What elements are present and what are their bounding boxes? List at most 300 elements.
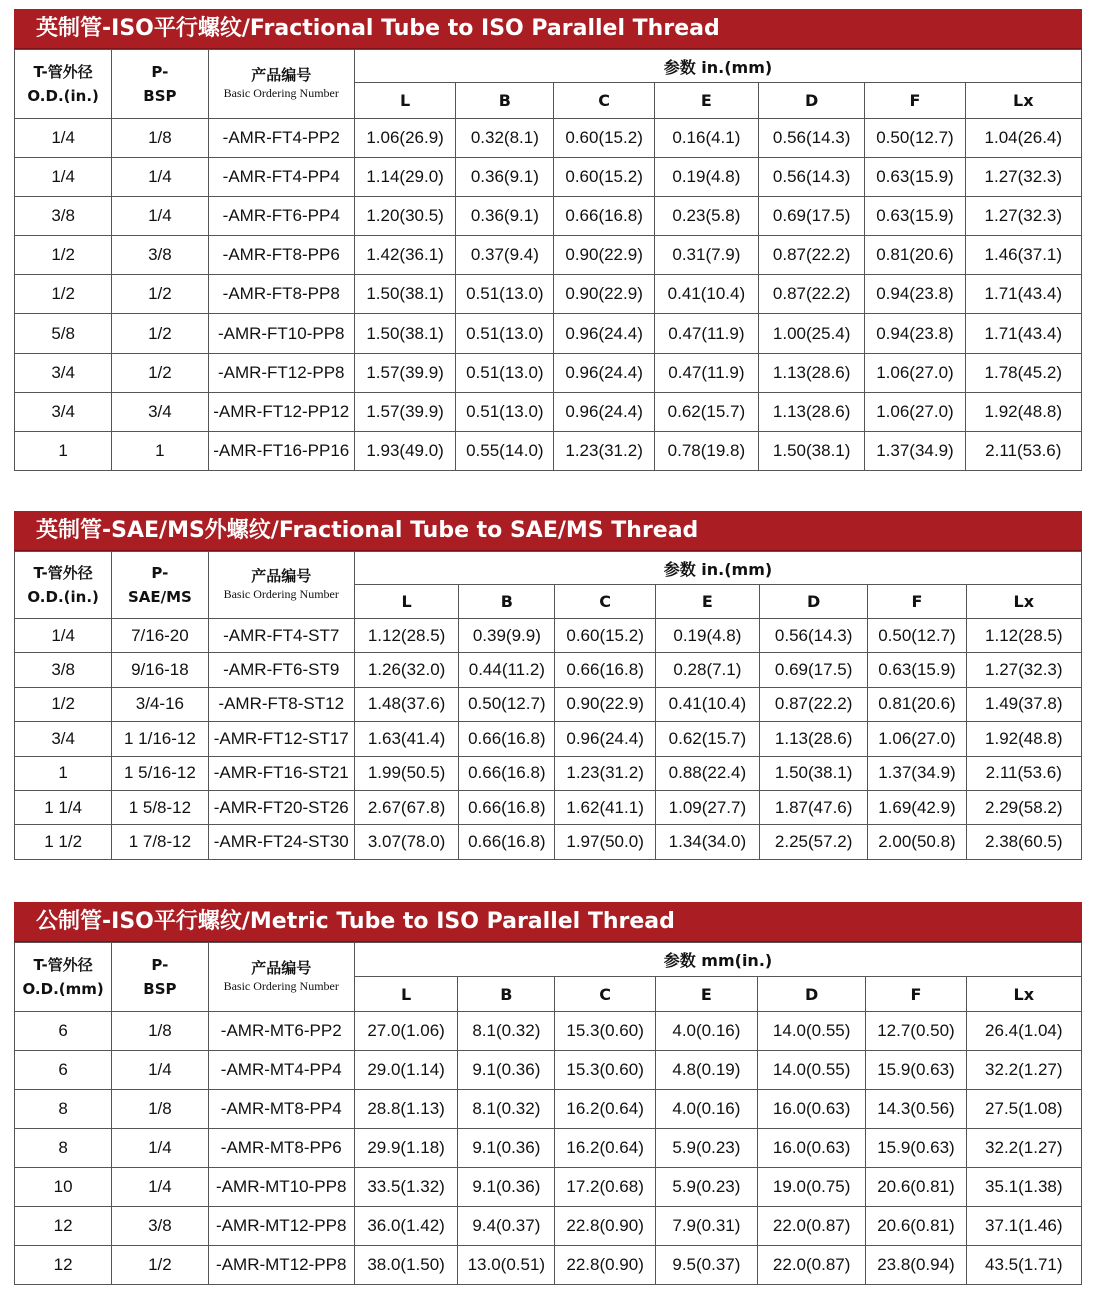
- table-cell: 1 5/8-12: [112, 790, 208, 824]
- column-header-b: B: [459, 585, 555, 619]
- table-cell: 14.0(0.55): [758, 1051, 866, 1090]
- table-cell: 2.11(53.6): [965, 431, 1081, 470]
- table-cell: 0.50(12.7): [459, 687, 555, 721]
- table-cell: 0.78(19.8): [654, 431, 758, 470]
- table-cell: 2.00(50.8): [868, 825, 966, 859]
- table-cell: 0.90(22.9): [554, 275, 654, 314]
- table-cell: 1.27(32.3): [965, 158, 1081, 197]
- table-cell: 22.0(0.87): [758, 1246, 866, 1285]
- table-cell: 1.27(32.3): [965, 197, 1081, 236]
- table-cell: 0.62(15.7): [654, 392, 758, 431]
- column-header-b: B: [456, 83, 554, 119]
- spec-table: [14, 942, 1082, 1285]
- table-cell: 0.81(20.6): [868, 687, 966, 721]
- table-row: [15, 1246, 1082, 1285]
- table-cell: 0.94(23.8): [865, 275, 965, 314]
- tube-od-header-unit: O.D.(mm): [22, 980, 104, 998]
- table-cell: 3/8: [112, 236, 208, 275]
- table-cell: 1.34(34.0): [655, 825, 759, 859]
- table-cell: 1: [112, 431, 208, 470]
- port-thread-header-prefix: P-: [151, 63, 169, 81]
- tube-od-header-cn: T-管外径: [33, 564, 93, 582]
- column-header-c: C: [555, 977, 655, 1012]
- table-title: 英制管-ISO平行螺纹/Fractional Tube to ISO Parallel Thread: [14, 9, 1082, 49]
- table-cell: 1/2: [112, 314, 208, 353]
- table-cell: 1.20(30.5): [354, 197, 455, 236]
- table-cell: -AMR-FT12-ST17: [208, 722, 354, 756]
- table-cell: 3/8: [15, 653, 112, 687]
- table-cell: 1.27(32.3): [966, 653, 1081, 687]
- table-cell: 0.69(17.5): [760, 653, 868, 687]
- table-cell: 0.23(5.8): [654, 197, 758, 236]
- table-cell: 1.71(43.4): [965, 314, 1081, 353]
- table-cell: 10: [15, 1168, 112, 1207]
- table-cell: 1.57(39.9): [354, 392, 455, 431]
- table-cell: 0.36(9.1): [456, 197, 554, 236]
- table-cell: 0.44(11.2): [459, 653, 555, 687]
- table-cell: 0.47(11.9): [654, 314, 758, 353]
- table-row: [15, 197, 1082, 236]
- table-cell: 1.92(48.8): [966, 722, 1081, 756]
- table-cell: 0.90(22.9): [555, 687, 655, 721]
- table-cell: -AMR-FT16-ST21: [208, 756, 354, 790]
- table-row: [15, 119, 1082, 158]
- table-cell: 1 1/2: [15, 825, 112, 859]
- table-cell: 1/4: [112, 1051, 208, 1090]
- table-cell: 0.37(9.4): [456, 236, 554, 275]
- table-cell: 22.8(0.90): [555, 1246, 655, 1285]
- column-header-d: D: [760, 585, 868, 619]
- tube-od-header-cn: T-管外径: [33, 63, 93, 81]
- table-cell: 0.56(14.3): [759, 119, 865, 158]
- table-cell: 1/4: [15, 158, 112, 197]
- ordering-number-header: [208, 943, 354, 1012]
- table-cell: -AMR-MT12-PP8: [208, 1207, 354, 1246]
- table-row: [15, 275, 1082, 314]
- table-cell: 1/2: [112, 353, 208, 392]
- table-cell: 2.38(60.5): [966, 825, 1081, 859]
- table-cell: 17.2(0.68): [555, 1168, 655, 1207]
- port-thread-header-type: BSP: [143, 980, 177, 998]
- table-cell: 5.9(0.23): [655, 1129, 757, 1168]
- table-cell: 8: [15, 1129, 112, 1168]
- table-cell: 2.11(53.6): [966, 756, 1081, 790]
- port-thread-header-type: BSP: [143, 87, 177, 105]
- column-header-c: C: [554, 83, 654, 119]
- table-cell: 0.41(10.4): [654, 275, 758, 314]
- table-cell: 1 1/4: [15, 790, 112, 824]
- table-cell: 0.60(15.2): [554, 158, 654, 197]
- table-cell: 29.9(1.18): [354, 1129, 457, 1168]
- table-section-fractional-sae: [14, 511, 1082, 860]
- table-cell: 0.66(16.8): [459, 825, 555, 859]
- table-cell: 19.0(0.75): [758, 1168, 866, 1207]
- table-cell: 2.25(57.2): [760, 825, 868, 859]
- table-cell: 3/8: [15, 197, 112, 236]
- table-row: [15, 431, 1082, 470]
- tube-od-header-unit: O.D.(in.): [27, 588, 99, 606]
- table-cell: -AMR-FT4-ST7: [208, 619, 354, 653]
- parameters-header: 参数 in.(mm): [354, 50, 1081, 83]
- table-cell: 1.13(28.6): [760, 722, 868, 756]
- table-cell: 26.4(1.04): [966, 1012, 1081, 1051]
- table-row: [15, 236, 1082, 275]
- table-cell: -AMR-MT10-PP8: [208, 1168, 354, 1207]
- table-cell: -AMR-FT12-PP12: [208, 392, 354, 431]
- table-cell: -AMR-FT16-PP16: [208, 431, 354, 470]
- table-section-fractional-iso: [14, 9, 1082, 471]
- table-cell: 0.96(24.4): [554, 392, 654, 431]
- ordering-number-header: [208, 50, 354, 119]
- table-cell: 20.6(0.81): [866, 1207, 966, 1246]
- table-cell: 1.12(28.5): [354, 619, 458, 653]
- table-cell: 1.87(47.6): [760, 790, 868, 824]
- ordering-number-header-cn: 产品编号: [251, 567, 312, 585]
- table-cell: 1/2: [15, 236, 112, 275]
- table-cell: 0.87(22.2): [760, 687, 868, 721]
- table-row: [15, 1168, 1082, 1207]
- table-cell: 0.69(17.5): [759, 197, 865, 236]
- table-row: [15, 619, 1082, 653]
- table-cell: 1.09(27.7): [655, 790, 759, 824]
- table-cell: 16.0(0.63): [758, 1090, 866, 1129]
- table-cell: 1.26(32.0): [354, 653, 458, 687]
- table-cell: 37.1(1.46): [966, 1207, 1081, 1246]
- table-cell: 0.90(22.9): [554, 236, 654, 275]
- port-thread-header: [112, 552, 208, 619]
- table-cell: 1.04(26.4): [965, 119, 1081, 158]
- table-cell: 0.47(11.9): [654, 353, 758, 392]
- table-cell: 14.0(0.55): [758, 1012, 866, 1051]
- ordering-number-header-cn: 产品编号: [251, 66, 312, 84]
- table-cell: 20.6(0.81): [866, 1168, 966, 1207]
- table-cell: 15.3(0.60): [555, 1012, 655, 1051]
- table-cell: 0.36(9.1): [456, 158, 554, 197]
- column-header-d: D: [758, 977, 866, 1012]
- table-cell: 1.93(49.0): [354, 431, 455, 470]
- table-cell: 8.1(0.32): [458, 1012, 555, 1051]
- table-cell: 2.29(58.2): [966, 790, 1081, 824]
- table-cell: 0.96(24.4): [554, 353, 654, 392]
- table-cell: 0.16(4.1): [654, 119, 758, 158]
- table-cell: 1.78(45.2): [965, 353, 1081, 392]
- table-row: [15, 825, 1082, 859]
- table-cell: 0.63(15.9): [865, 158, 965, 197]
- parameters-header: 参数 mm(in.): [354, 943, 1081, 977]
- tube-od-header: [15, 943, 112, 1012]
- column-header-e: E: [655, 977, 757, 1012]
- table-cell: 43.5(1.71): [966, 1246, 1081, 1285]
- table-row: [15, 790, 1082, 824]
- table-cell: 0.51(13.0): [456, 275, 554, 314]
- table-row: [15, 392, 1082, 431]
- table-cell: -AMR-FT24-ST30: [208, 825, 354, 859]
- header-row: [15, 50, 1082, 83]
- column-header-lx: Lx: [965, 83, 1081, 119]
- table-cell: 9/16-18: [112, 653, 208, 687]
- table-cell: 9.1(0.36): [458, 1129, 555, 1168]
- table-cell: 0.28(7.1): [655, 653, 759, 687]
- header-row: [15, 552, 1082, 585]
- table-cell: -AMR-MT4-PP4: [208, 1051, 354, 1090]
- port-thread-header: [112, 50, 208, 119]
- table-cell: 0.66(16.8): [459, 756, 555, 790]
- ordering-number-header-en: Basic Ordering Number: [223, 587, 339, 601]
- table-cell: 0.87(22.2): [759, 275, 865, 314]
- table-cell: 1/8: [112, 119, 208, 158]
- column-header-f: F: [868, 585, 966, 619]
- column-header-c: C: [555, 585, 655, 619]
- table-cell: -AMR-FT4-PP2: [208, 119, 354, 158]
- table-cell: 14.3(0.56): [866, 1090, 966, 1129]
- table-cell: 0.66(16.8): [459, 722, 555, 756]
- table-cell: 1.06(27.0): [868, 722, 966, 756]
- column-header-e: E: [654, 83, 758, 119]
- table-cell: 1 7/8-12: [112, 825, 208, 859]
- table-row: [15, 1012, 1082, 1051]
- table-row: [15, 1090, 1082, 1129]
- table-cell: 1.57(39.9): [354, 353, 455, 392]
- port-thread-header-type: SAE/MS: [127, 588, 192, 606]
- parameters-header: 参数 in.(mm): [354, 552, 1081, 585]
- port-thread-header-prefix: P-: [151, 956, 169, 974]
- table-cell: 27.5(1.08): [966, 1090, 1081, 1129]
- table-cell: 0.66(16.8): [554, 197, 654, 236]
- table-cell: 7.9(0.31): [655, 1207, 757, 1246]
- table-cell: 0.94(23.8): [865, 314, 965, 353]
- table-cell: 32.2(1.27): [966, 1129, 1081, 1168]
- table-title: 英制管-SAE/MS外螺纹/Fractional Tube to SAE/MS Thread: [14, 511, 1082, 551]
- table-cell: 0.51(13.0): [456, 314, 554, 353]
- table-cell: 0.51(13.0): [456, 353, 554, 392]
- table-cell: 15.3(0.60): [555, 1051, 655, 1090]
- table-cell: 6: [15, 1051, 112, 1090]
- table-cell: 1.37(34.9): [868, 756, 966, 790]
- table-row: [15, 158, 1082, 197]
- table-cell: 5.9(0.23): [655, 1168, 757, 1207]
- table-cell: -AMR-FT6-PP4: [208, 197, 354, 236]
- table-cell: 23.8(0.94): [866, 1246, 966, 1285]
- table-cell: 0.51(13.0): [456, 392, 554, 431]
- table-cell: 13.0(0.51): [458, 1246, 555, 1285]
- table-cell: 22.0(0.87): [758, 1207, 866, 1246]
- table-cell: 1/4: [112, 1168, 208, 1207]
- column-header-f: F: [866, 977, 966, 1012]
- table-cell: 0.88(22.4): [655, 756, 759, 790]
- column-header-d: D: [759, 83, 865, 119]
- table-cell: 12: [15, 1246, 112, 1285]
- table-cell: 5/8: [15, 314, 112, 353]
- table-cell: 36.0(1.42): [354, 1207, 457, 1246]
- table-cell: 1.00(25.4): [759, 314, 865, 353]
- table-cell: 16.2(0.64): [555, 1129, 655, 1168]
- table-cell: 0.60(15.2): [555, 619, 655, 653]
- column-header-lx: Lx: [966, 977, 1081, 1012]
- table-cell: 1.46(37.1): [965, 236, 1081, 275]
- table-cell: 1.50(38.1): [760, 756, 868, 790]
- table-cell: 0.41(10.4): [655, 687, 759, 721]
- table-cell: 0.32(8.1): [456, 119, 554, 158]
- table-cell: 1 1/16-12: [112, 722, 208, 756]
- column-header-f: F: [865, 83, 965, 119]
- table-cell: -AMR-FT10-PP8: [208, 314, 354, 353]
- table-cell: 9.5(0.37): [655, 1246, 757, 1285]
- table-row: [15, 353, 1082, 392]
- column-header-b: B: [458, 977, 555, 1012]
- table-cell: 1/4: [112, 197, 208, 236]
- table-cell: -AMR-FT8-PP8: [208, 275, 354, 314]
- table-cell: 1.13(28.6): [759, 392, 865, 431]
- table-cell: 0.19(4.8): [655, 619, 759, 653]
- table-cell: 0.96(24.4): [554, 314, 654, 353]
- table-cell: 0.87(22.2): [759, 236, 865, 275]
- table-cell: 0.96(24.4): [555, 722, 655, 756]
- table-cell: 0.56(14.3): [759, 158, 865, 197]
- table-cell: 9.1(0.36): [458, 1168, 555, 1207]
- table-cell: 1.23(31.2): [554, 431, 654, 470]
- table-cell: 1.13(28.6): [759, 353, 865, 392]
- table-cell: 1.37(34.9): [865, 431, 965, 470]
- table-cell: 3/4: [15, 392, 112, 431]
- table-cell: 0.56(14.3): [760, 619, 868, 653]
- table-cell: 1/2: [112, 1246, 208, 1285]
- table-cell: 1 5/16-12: [112, 756, 208, 790]
- tube-od-header-cn: T-管外径: [33, 956, 93, 974]
- table-cell: -AMR-MT6-PP2: [208, 1012, 354, 1051]
- table-cell: 3/4: [15, 722, 112, 756]
- table-cell: 1.06(26.9): [354, 119, 455, 158]
- table-cell: -AMR-FT4-PP4: [208, 158, 354, 197]
- table-cell: 9.4(0.37): [458, 1207, 555, 1246]
- table-cell: 12: [15, 1207, 112, 1246]
- tube-od-header: [15, 50, 112, 119]
- table-cell: 1/8: [112, 1012, 208, 1051]
- table-cell: -AMR-FT12-PP8: [208, 353, 354, 392]
- header-row: [15, 943, 1082, 977]
- port-thread-header: [112, 943, 208, 1012]
- table-cell: 2.67(67.8): [354, 790, 458, 824]
- table-cell: 1/4: [112, 1129, 208, 1168]
- table-cell: 4.0(0.16): [655, 1090, 757, 1129]
- table-cell: 1: [15, 431, 112, 470]
- spec-table: [14, 49, 1082, 471]
- column-header-l: L: [354, 585, 458, 619]
- table-cell: 0.19(4.8): [654, 158, 758, 197]
- table-cell: -AMR-MT8-PP4: [208, 1090, 354, 1129]
- table-cell: 3/4: [15, 353, 112, 392]
- table-cell: 0.31(7.9): [654, 236, 758, 275]
- tube-od-header: [15, 552, 112, 619]
- table-row: [15, 1129, 1082, 1168]
- table-cell: 8.1(0.32): [458, 1090, 555, 1129]
- ordering-number-header: [208, 552, 354, 619]
- table-cell: 0.66(16.8): [459, 790, 555, 824]
- table-cell: 0.60(15.2): [554, 119, 654, 158]
- port-thread-header-prefix: P-: [151, 564, 169, 582]
- table-cell: 38.0(1.50): [354, 1246, 457, 1285]
- table-cell: 12.7(0.50): [866, 1012, 966, 1051]
- column-header-l: L: [354, 977, 457, 1012]
- table-cell: 1.63(41.4): [354, 722, 458, 756]
- table-cell: 29.0(1.14): [354, 1051, 457, 1090]
- table-cell: 0.62(15.7): [655, 722, 759, 756]
- table-cell: 1.12(28.5): [966, 619, 1081, 653]
- table-cell: 1.42(36.1): [354, 236, 455, 275]
- table-cell: 15.9(0.63): [866, 1129, 966, 1168]
- table-cell: 15.9(0.63): [866, 1051, 966, 1090]
- table-cell: 16.0(0.63): [758, 1129, 866, 1168]
- spec-table: [14, 551, 1082, 860]
- table-row: [15, 687, 1082, 721]
- table-cell: 0.55(14.0): [456, 431, 554, 470]
- table-cell: 35.1(1.38): [966, 1168, 1081, 1207]
- ordering-number-header-en: Basic Ordering Number: [223, 86, 339, 100]
- table-cell: 6: [15, 1012, 112, 1051]
- table-row: [15, 653, 1082, 687]
- table-cell: 3.07(78.0): [354, 825, 458, 859]
- table-cell: 1/2: [112, 275, 208, 314]
- table-cell: 1.06(27.0): [865, 353, 965, 392]
- table-cell: 1.62(41.1): [555, 790, 655, 824]
- table-cell: 1.71(43.4): [965, 275, 1081, 314]
- column-header-l: L: [354, 83, 455, 119]
- table-cell: 1.06(27.0): [865, 392, 965, 431]
- table-cell: 3/4-16: [112, 687, 208, 721]
- table-cell: 1.97(50.0): [555, 825, 655, 859]
- table-cell: 1.69(42.9): [868, 790, 966, 824]
- table-cell: 1.50(38.1): [759, 431, 865, 470]
- table-cell: 0.63(15.9): [865, 197, 965, 236]
- table-cell: 1/4: [15, 619, 112, 653]
- table-cell: 1/4: [15, 119, 112, 158]
- table-cell: -AMR-MT8-PP6: [208, 1129, 354, 1168]
- table-cell: 16.2(0.64): [555, 1090, 655, 1129]
- table-cell: 0.66(16.8): [555, 653, 655, 687]
- ordering-number-header-cn: 产品编号: [251, 959, 312, 977]
- table-cell: 1: [15, 756, 112, 790]
- table-row: [15, 314, 1082, 353]
- table-cell: 8: [15, 1090, 112, 1129]
- table-row: [15, 1207, 1082, 1246]
- table-cell: 0.63(15.9): [868, 653, 966, 687]
- table-cell: 1.92(48.8): [965, 392, 1081, 431]
- table-cell: 33.5(1.32): [354, 1168, 457, 1207]
- table-cell: 1.50(38.1): [354, 275, 455, 314]
- table-cell: -AMR-FT8-PP6: [208, 236, 354, 275]
- table-cell: 4.8(0.19): [655, 1051, 757, 1090]
- table-cell: 32.2(1.27): [966, 1051, 1081, 1090]
- table-cell: 27.0(1.06): [354, 1012, 457, 1051]
- table-cell: 9.1(0.36): [458, 1051, 555, 1090]
- table-cell: 0.39(9.9): [459, 619, 555, 653]
- table-cell: 0.50(12.7): [865, 119, 965, 158]
- table-cell: -AMR-FT6-ST9: [208, 653, 354, 687]
- table-cell: 0.50(12.7): [868, 619, 966, 653]
- table-cell: 1.99(50.5): [354, 756, 458, 790]
- table-cell: -AMR-FT8-ST12: [208, 687, 354, 721]
- table-row: [15, 756, 1082, 790]
- table-cell: 1/2: [15, 275, 112, 314]
- table-cell: 1/2: [15, 687, 112, 721]
- table-cell: 1/8: [112, 1090, 208, 1129]
- table-cell: 7/16-20: [112, 619, 208, 653]
- table-cell: 1.14(29.0): [354, 158, 455, 197]
- table-row: [15, 1051, 1082, 1090]
- table-cell: 0.81(20.6): [865, 236, 965, 275]
- table-cell: 1.50(38.1): [354, 314, 455, 353]
- tube-od-header-unit: O.D.(in.): [27, 87, 99, 105]
- table-cell: 22.8(0.90): [555, 1207, 655, 1246]
